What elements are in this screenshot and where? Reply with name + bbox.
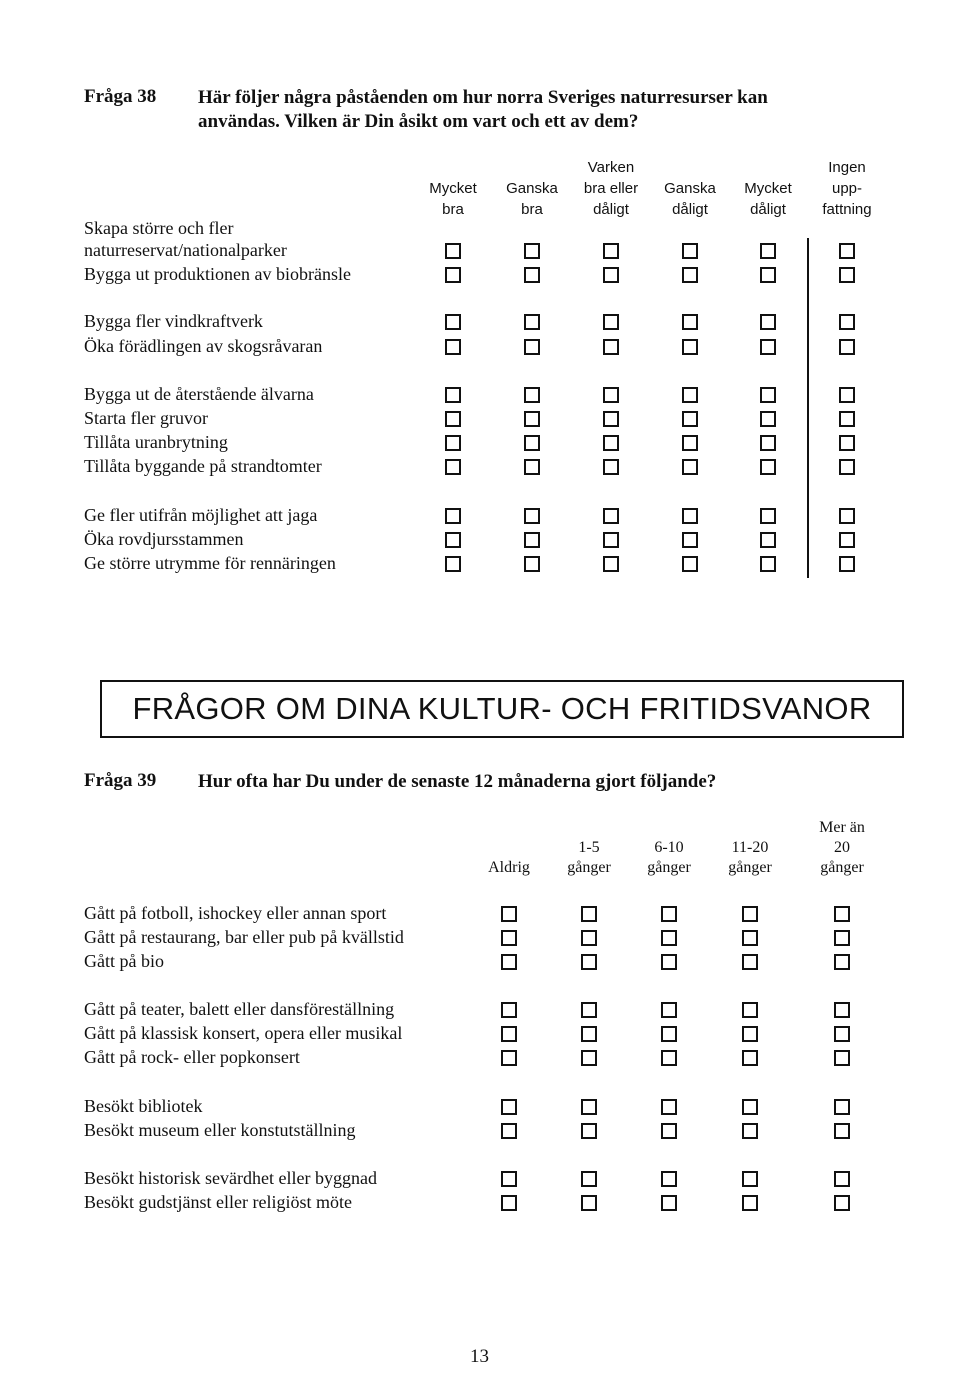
q39-column-header-line: Mer än [819,819,865,836]
question-38-label: Fråga 38 [84,86,157,107]
q39-answer-checkbox[interactable] [661,1195,677,1211]
q38-column-header-line: Mycket [744,180,792,197]
q39-answer-checkbox[interactable] [661,954,677,970]
q39-answer-checkbox[interactable] [661,930,677,946]
q39-column-header-line: gånger [647,859,691,876]
q38-answer-checkbox[interactable] [524,339,540,355]
q38-answer-checkbox[interactable] [603,459,619,475]
q38-answer-checkbox[interactable] [760,243,776,259]
q39-answer-checkbox[interactable] [501,1099,517,1115]
q39-column-header-line: gånger [567,859,611,876]
q39-answer-checkbox[interactable] [661,1171,677,1187]
q38-answer-checkbox[interactable] [839,411,855,427]
q39-activity-label: Besökt gudstjänst eller religiöst möte [84,1192,352,1212]
q38-answer-checkbox[interactable] [445,243,461,259]
q39-answer-checkbox[interactable] [661,1026,677,1042]
q38-answer-checkbox[interactable] [760,387,776,403]
q38-column-header-line: bra [521,201,543,218]
q39-column-header [469,818,549,878]
q39-answer-checkbox[interactable] [501,906,517,922]
q39-answer-checkbox[interactable] [501,954,517,970]
q39-answer-checkbox[interactable] [834,1099,850,1115]
q38-answer-checkbox[interactable] [445,339,461,355]
q39-answer-checkbox[interactable] [834,906,850,922]
q39-answer-checkbox[interactable] [501,1123,517,1139]
page-number: 13 [470,1346,489,1367]
q38-answer-checkbox[interactable] [445,532,461,548]
q39-answer-checkbox[interactable] [742,1195,758,1211]
q39-column-header-line [549,818,629,838]
section-title: FRÅGOR OM DINA KULTUR- OCH FRITIDSVANOR [132,691,872,726]
q38-answer-checkbox[interactable] [839,243,855,259]
q39-answer-checkbox[interactable] [661,1050,677,1066]
q38-answer-checkbox[interactable] [603,435,619,451]
q38-answer-checkbox[interactable] [760,314,776,330]
q38-answer-checkbox[interactable] [524,556,540,572]
q39-answer-checkbox[interactable] [501,1171,517,1187]
q38-answer-checkbox[interactable] [524,435,540,451]
q38-column-header [487,157,577,220]
q39-column-header [629,818,709,878]
q39-answer-checkbox[interactable] [501,1195,517,1211]
q39-activity-label: Gått på klassisk konsert, opera eller musikal [84,1023,403,1043]
q38-statement-label: Bygga ut produktionen av biobränsle [84,264,351,284]
q39-answer-checkbox[interactable] [742,1026,758,1042]
q39-answer-checkbox[interactable] [834,1026,850,1042]
q38-answer-checkbox[interactable] [603,532,619,548]
q39-column-header-line: Aldrig [488,859,530,876]
q39-answer-checkbox[interactable] [834,1195,850,1211]
q39-activity-label: Gått på restaurang, bar eller pub på kvällstid [84,927,404,947]
q38-answer-checkbox[interactable] [760,508,776,524]
q39-answer-checkbox[interactable] [661,1123,677,1139]
q38-answer-checkbox[interactable] [839,459,855,475]
question-38-text-line-2: användas. Vilken är Din åsikt om vart och ett av dem? [198,111,639,132]
q39-answer-checkbox[interactable] [742,1123,758,1139]
question-38-text [198,86,768,134]
q39-answer-checkbox[interactable] [501,1026,517,1042]
q38-answer-checkbox[interactable] [682,387,698,403]
section-title-box [100,680,904,738]
q39-answer-checkbox[interactable] [581,1171,597,1187]
q38-answer-checkbox[interactable] [682,435,698,451]
q38-answer-checkbox[interactable] [445,508,461,524]
q39-answer-checkbox[interactable] [581,1195,597,1211]
q39-answer-checkbox[interactable] [661,1002,677,1018]
q38-answer-checkbox[interactable] [524,459,540,475]
q38-answer-checkbox[interactable] [839,314,855,330]
q38-answer-checkbox[interactable] [445,459,461,475]
q39-activity-label: Gått på fotboll, ishockey eller annan sport [84,903,387,923]
q38-answer-checkbox[interactable] [839,387,855,403]
q38-answer-checkbox[interactable] [524,267,540,283]
q39-answer-checkbox[interactable] [501,1050,517,1066]
q39-answer-checkbox[interactable] [501,1002,517,1018]
q38-answer-checkbox[interactable] [760,411,776,427]
q38-statement-label: Ge fler utifrån möjlighet att jaga [84,505,318,525]
q38-answer-checkbox[interactable] [682,339,698,355]
q38-answer-checkbox[interactable] [445,267,461,283]
q38-column-header-line: bra [442,201,464,218]
q38-answer-checkbox[interactable] [839,508,855,524]
q38-column-header-line: Ingen [828,159,866,176]
q39-answer-checkbox[interactable] [742,1099,758,1115]
q38-statement-label: Öka rovdjursstammen [84,529,244,549]
q39-answer-checkbox[interactable] [581,906,597,922]
q38-column-header-line [487,157,577,178]
q39-answer-checkbox[interactable] [742,1171,758,1187]
q39-answer-checkbox[interactable] [581,930,597,946]
q39-answer-checkbox[interactable] [742,1050,758,1066]
q39-answer-checkbox[interactable] [581,1050,597,1066]
q38-answer-checkbox[interactable] [760,267,776,283]
q38-statement-label: Tillåta uranbrytning [84,432,228,452]
q39-column-header-line: gånger [728,859,772,876]
q38-column-header-line: Mycket [429,180,477,197]
q39-activity-label: Gått på teater, balett eller dansföreställning [84,999,395,1019]
q38-answer-checkbox[interactable] [603,387,619,403]
q38-answer-checkbox[interactable] [524,508,540,524]
q38-column-header [723,157,813,220]
question-38-text-line-1: Här följer några påståenden om hur norra Sveriges naturresurser kan [198,87,768,108]
q38-answer-checkbox[interactable] [445,435,461,451]
q39-answer-checkbox[interactable] [834,1050,850,1066]
q39-column-header-line: 11-20 [731,839,769,856]
q38-answer-checkbox[interactable] [445,387,461,403]
q38-answer-checkbox[interactable] [682,556,698,572]
q38-answer-checkbox[interactable] [603,556,619,572]
q39-answer-checkbox[interactable] [661,1099,677,1115]
q39-column-header [549,818,629,878]
q39-column-header-line [469,838,549,858]
q38-column-header [408,157,498,220]
question-39-label: Fråga 39 [84,770,157,791]
q38-column-header-line: upp- [831,180,863,197]
q38-answer-checkbox[interactable] [682,459,698,475]
q38-answer-checkbox[interactable] [524,314,540,330]
q38-answer-checkbox[interactable] [603,508,619,524]
q38-answer-checkbox[interactable] [524,387,540,403]
q39-answer-checkbox[interactable] [581,1099,597,1115]
q39-answer-checkbox[interactable] [742,1002,758,1018]
q39-answer-checkbox[interactable] [834,1002,850,1018]
q39-column-header-line [469,818,549,838]
q39-answer-checkbox[interactable] [834,1123,850,1139]
q39-column-header-line: 6-10 [654,839,684,856]
q38-column-header-line: fattning [822,201,872,218]
q38-answer-checkbox[interactable] [760,532,776,548]
q38-answer-checkbox[interactable] [839,435,855,451]
q38-answer-checkbox[interactable] [760,556,776,572]
q38-column-header-line [408,157,498,178]
q38-column-divider [807,238,809,578]
q38-answer-checkbox[interactable] [682,314,698,330]
q38-answer-checkbox[interactable] [603,243,619,259]
q38-statement-label: naturreservat/nationalparker [84,240,287,260]
q39-answer-checkbox[interactable] [834,930,850,946]
q38-answer-checkbox[interactable] [682,267,698,283]
question-39-text: Hur ofta har Du under de senaste 12 månaderna gjort följande? [198,771,717,792]
q38-statement-label: Bygga fler vindkraftverk [84,311,263,331]
q39-column-header-line: 1-5 [578,839,600,856]
q39-answer-checkbox[interactable] [834,954,850,970]
q38-answer-checkbox[interactable] [524,243,540,259]
q38-answer-checkbox[interactable] [603,267,619,283]
q39-answer-checkbox[interactable] [742,906,758,922]
q38-answer-checkbox[interactable] [445,314,461,330]
q39-answer-checkbox[interactable] [581,1026,597,1042]
q39-answer-checkbox[interactable] [742,930,758,946]
q38-column-header-line: Ganska [664,180,716,197]
q38-statement-label: Starta fler gruvor [84,408,208,428]
q38-column-header-line: dåligt [593,201,629,218]
q38-statement-label: Skapa större och fler [84,218,234,238]
q39-column-header-line [710,818,790,838]
q38-column-header-line [723,157,813,178]
q39-activity-label: Besökt historisk sevärdhet eller byggnad [84,1168,377,1188]
q39-answer-checkbox[interactable] [581,1123,597,1139]
q38-answer-checkbox[interactable] [445,556,461,572]
q39-activity-label: Besökt bibliotek [84,1096,203,1116]
q38-column-header-line: dåligt [750,201,786,218]
q38-answer-checkbox[interactable] [839,532,855,548]
q39-column-header [710,818,790,878]
q38-column-header [802,157,892,220]
q39-activity-label: Gått på bio [84,951,164,971]
q38-answer-checkbox[interactable] [603,411,619,427]
q38-answer-checkbox[interactable] [603,314,619,330]
q39-column-header-line: gånger [820,859,864,876]
q38-statement-label: Tillåta byggande på strandtomter [84,456,322,476]
q38-statement-label: Öka förädlingen av skogsråvaran [84,336,323,356]
q38-answer-checkbox[interactable] [445,411,461,427]
q38-answer-checkbox[interactable] [524,532,540,548]
q38-column-header-line: bra eller [583,180,639,197]
q38-column-header [566,157,656,220]
q38-column-header [645,157,735,220]
q38-answer-checkbox[interactable] [839,556,855,572]
q38-answer-checkbox[interactable] [839,339,855,355]
q38-answer-checkbox[interactable] [760,435,776,451]
q39-answer-checkbox[interactable] [501,930,517,946]
q39-answer-checkbox[interactable] [742,954,758,970]
q38-answer-checkbox[interactable] [760,459,776,475]
q38-answer-checkbox[interactable] [839,267,855,283]
q39-column-header [802,818,882,878]
q38-column-header-line: Ganska [506,180,558,197]
q39-column-header-line: 20 [834,839,850,856]
q38-answer-checkbox[interactable] [760,339,776,355]
q39-answer-checkbox[interactable] [581,1002,597,1018]
q38-column-header-line: dåligt [672,201,708,218]
q38-column-header-line [645,157,735,178]
q39-answer-checkbox[interactable] [834,1171,850,1187]
q38-statement-label: Bygga ut de återstående älvarna [84,384,314,404]
q39-activity-label: Besökt museum eller konstutställning [84,1120,356,1140]
q38-answer-checkbox[interactable] [524,411,540,427]
q38-answer-checkbox[interactable] [682,508,698,524]
q38-answer-checkbox[interactable] [682,532,698,548]
q38-answer-checkbox[interactable] [682,411,698,427]
q38-answer-checkbox[interactable] [682,243,698,259]
q39-column-header-line [629,818,709,838]
q39-answer-checkbox[interactable] [661,906,677,922]
q38-answer-checkbox[interactable] [603,339,619,355]
q39-activity-label: Gått på rock- eller popkonsert [84,1047,300,1067]
q38-statement-label: Ge större utrymme för rennäringen [84,553,336,573]
q38-column-header-line: Varken [587,159,635,176]
q39-answer-checkbox[interactable] [581,954,597,970]
